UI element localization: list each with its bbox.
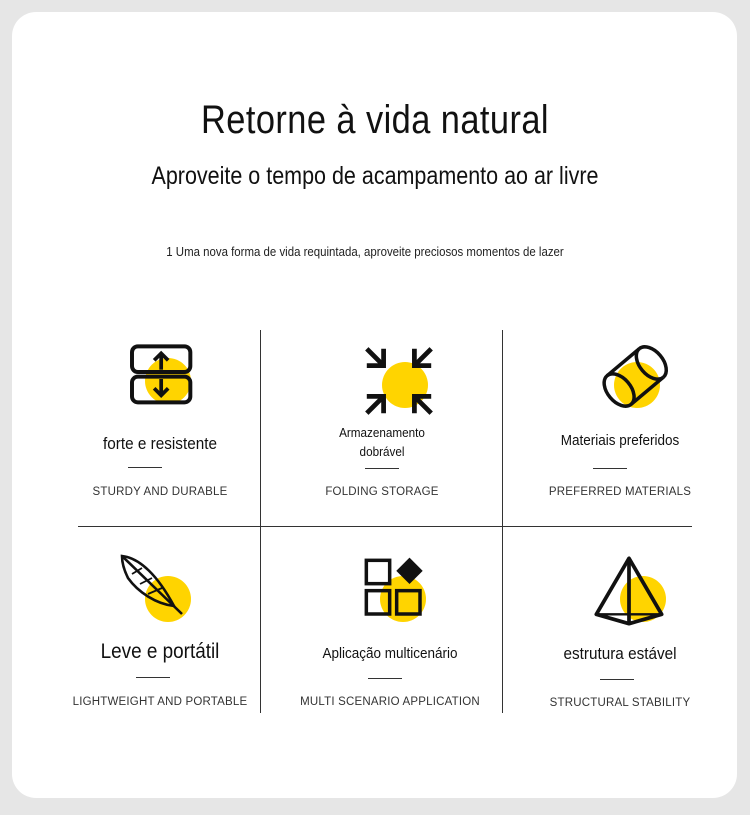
feature-multi-scenario <box>290 530 490 720</box>
page-subtitle: Aproveite o tempo de acampamento ao ar livre <box>151 162 599 190</box>
feature-title-pt: Aplicação multicenário <box>322 645 458 662</box>
feature-lightweight <box>60 530 260 720</box>
divider-dash <box>128 467 162 468</box>
feature-title-pt-line1: Armazenamento <box>339 425 425 440</box>
feather-icon <box>108 552 198 622</box>
pyramid-icon <box>584 556 674 626</box>
grid-divider-horizontal <box>78 526 692 527</box>
feature-sturdy <box>60 330 260 526</box>
collapse-arrows-icon <box>354 346 444 416</box>
divider-dash <box>368 678 402 679</box>
divider-dash <box>136 677 170 678</box>
feature-title-en: MULTI SCENARIO APPLICATION <box>300 696 480 708</box>
tagline: 1 Uma nova forma de vida requintada, aproveite preciosos momentos de lazer <box>166 244 564 259</box>
divider-dash <box>593 468 627 469</box>
feature-title-en: FOLDING STORAGE <box>325 486 439 498</box>
feature-title-en: PREFERRED MATERIALS <box>548 486 692 498</box>
feature-materials <box>520 330 720 526</box>
feature-title-pt: estrutura estável <box>563 644 677 663</box>
feature-title-en: STRUCTURAL STABILITY <box>549 697 691 709</box>
feature-title-en: STURDY AND DURABLE <box>92 486 228 498</box>
apps-grid-icon <box>354 558 444 628</box>
divider-dash <box>365 468 399 469</box>
grid-divider-vertical-2 <box>502 330 503 713</box>
grid-divider-vertical-1 <box>260 330 261 713</box>
page-title: Retorne à vida natural <box>201 98 549 142</box>
storage-box-arrows-icon <box>115 344 205 414</box>
feature-title-pt: Materiais preferidos <box>560 432 680 449</box>
feature-title-pt: Leve e portátil <box>100 640 220 663</box>
divider-dash <box>600 679 634 680</box>
feature-title-en: LIGHTWEIGHT AND PORTABLE <box>72 696 248 708</box>
feature-folding <box>282 330 482 526</box>
feature-title-pt-line2: dobrável <box>359 444 405 459</box>
feature-title-pt: forte e resistente <box>103 434 217 453</box>
feature-structural <box>520 530 720 720</box>
cylinder-icon <box>592 340 682 410</box>
